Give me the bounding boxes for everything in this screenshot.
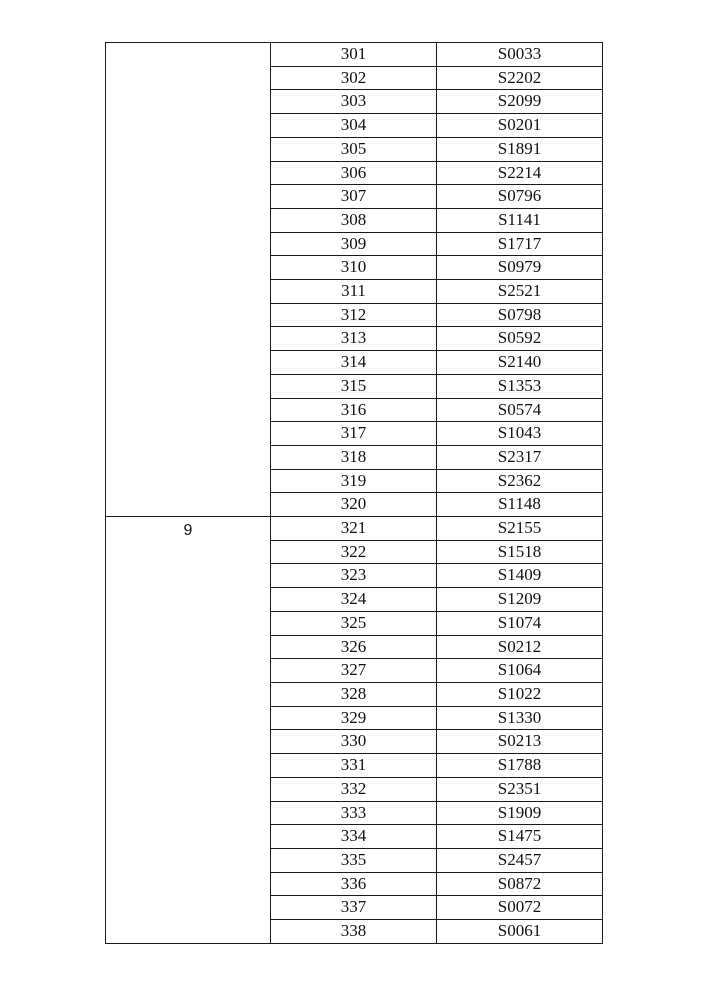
row-number-cell: 316 <box>271 398 437 422</box>
code-cell: S1141 <box>437 208 603 232</box>
row-number-cell: 311 <box>271 280 437 304</box>
row-number-cell: 332 <box>271 777 437 801</box>
row-number-cell: 330 <box>271 730 437 754</box>
row-number-cell: 336 <box>271 872 437 896</box>
group-cell <box>106 43 271 517</box>
code-cell: S1209 <box>437 588 603 612</box>
row-number-cell: 326 <box>271 635 437 659</box>
row-number-cell: 333 <box>271 801 437 825</box>
row-number-cell: 312 <box>271 303 437 327</box>
code-cell: S1475 <box>437 825 603 849</box>
code-cell: S0213 <box>437 730 603 754</box>
row-number-cell: 306 <box>271 161 437 185</box>
code-cell: S1891 <box>437 137 603 161</box>
code-cell: S0212 <box>437 635 603 659</box>
code-cell: S2202 <box>437 66 603 90</box>
code-cell: S1518 <box>437 540 603 564</box>
row-number-cell: 304 <box>271 114 437 138</box>
code-cell: S1074 <box>437 611 603 635</box>
code-cell: S0798 <box>437 303 603 327</box>
row-number-cell: 328 <box>271 682 437 706</box>
code-cell: S0979 <box>437 256 603 280</box>
code-cell: S1717 <box>437 232 603 256</box>
code-cell: S0574 <box>437 398 603 422</box>
code-cell: S2317 <box>437 445 603 469</box>
code-cell: S0061 <box>437 920 603 944</box>
code-cell: S2362 <box>437 469 603 493</box>
code-cell: S1353 <box>437 374 603 398</box>
code-cell: S0872 <box>437 872 603 896</box>
code-cell: S2351 <box>437 777 603 801</box>
code-cell: S1909 <box>437 801 603 825</box>
row-number-cell: 302 <box>271 66 437 90</box>
row-number-cell: 337 <box>271 896 437 920</box>
row-number-cell: 325 <box>271 611 437 635</box>
group-cell <box>106 517 271 944</box>
row-number-cell: 317 <box>271 422 437 446</box>
code-cell: S2457 <box>437 848 603 872</box>
row-number-cell: 315 <box>271 374 437 398</box>
code-cell: S2099 <box>437 90 603 114</box>
row-number-cell: 327 <box>271 659 437 683</box>
row-number-cell: 320 <box>271 493 437 517</box>
code-cell: S2214 <box>437 161 603 185</box>
row-number-cell: 338 <box>271 920 437 944</box>
code-cell: S2155 <box>437 517 603 541</box>
row-number-cell: 329 <box>271 706 437 730</box>
code-cell: S1148 <box>437 493 603 517</box>
row-number-cell: 310 <box>271 256 437 280</box>
code-cell: S0033 <box>437 43 603 67</box>
row-number-cell: 324 <box>271 588 437 612</box>
code-cell: S0201 <box>437 114 603 138</box>
table-row <box>106 517 603 541</box>
row-number-cell: 309 <box>271 232 437 256</box>
row-number-cell: 313 <box>271 327 437 351</box>
row-number-cell: 321 <box>271 517 437 541</box>
row-number-cell: 322 <box>271 540 437 564</box>
row-number-cell: 318 <box>271 445 437 469</box>
code-cell: S0796 <box>437 185 603 209</box>
row-number-cell: 307 <box>271 185 437 209</box>
row-number-cell: 314 <box>271 351 437 375</box>
row-number-cell: 301 <box>271 43 437 67</box>
code-cell: S1788 <box>437 754 603 778</box>
code-cell: S1409 <box>437 564 603 588</box>
row-number-cell: 331 <box>271 754 437 778</box>
assignment-table <box>105 42 603 944</box>
code-cell: S0072 <box>437 896 603 920</box>
row-number-cell: 308 <box>271 208 437 232</box>
code-cell: S1043 <box>437 422 603 446</box>
table-body <box>106 43 603 944</box>
code-cell: S1064 <box>437 659 603 683</box>
row-number-cell: 319 <box>271 469 437 493</box>
code-cell: S0592 <box>437 327 603 351</box>
row-number-cell: 323 <box>271 564 437 588</box>
row-number-cell: 303 <box>271 90 437 114</box>
code-cell: S2140 <box>437 351 603 375</box>
row-number-cell: 305 <box>271 137 437 161</box>
code-cell: S2521 <box>437 280 603 304</box>
group-label: 9 <box>183 522 193 540</box>
row-number-cell: 334 <box>271 825 437 849</box>
row-number-cell: 335 <box>271 848 437 872</box>
code-cell: S1330 <box>437 706 603 730</box>
table-row <box>106 43 603 67</box>
code-cell: S1022 <box>437 682 603 706</box>
